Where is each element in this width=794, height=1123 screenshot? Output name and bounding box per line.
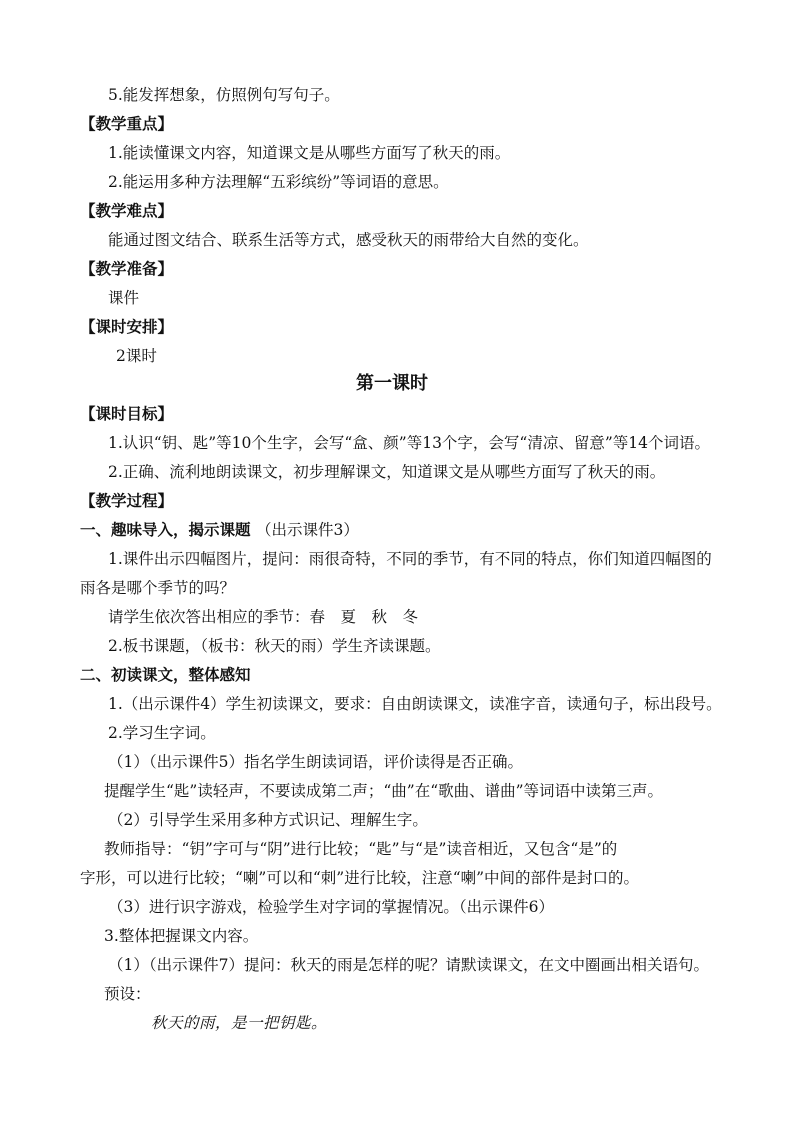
text-line: 2.能运用多种方法理解“五彩缤纷”等词语的意思。 bbox=[108, 173, 449, 191]
text-line: 5.能发挥想象，仿照例句写句子。 bbox=[108, 86, 340, 104]
section-heading: 【教学难点】 bbox=[80, 201, 174, 220]
text-line: 课件 bbox=[108, 289, 140, 307]
text-line: 预设： bbox=[104, 985, 151, 1003]
text-line: 提醒学生“匙”读轻声，不要读成第二声；“曲”在“歌曲、谱曲”等词语中读第三声。 bbox=[104, 782, 664, 800]
text-line: （2）引导学生采用多种方式识记、理解生字。 bbox=[108, 811, 428, 829]
text-line: 1.课件出示四幅图片，提问：雨很奇特，不同的季节，有不同的特点，你们知道四幅图的 bbox=[108, 550, 712, 568]
section-heading: 【课时安排】 bbox=[80, 317, 174, 336]
text-line: 请学生依次答出相应的季节：春 夏 秋 冬 bbox=[108, 608, 419, 626]
section-heading: 【教学过程】 bbox=[80, 491, 174, 510]
text-line: 2.学习生字词。 bbox=[108, 724, 216, 742]
section-heading: 二、初读课文，整体感知 bbox=[80, 665, 251, 684]
answer-example: 秋天的雨，是一把钥匙。 bbox=[151, 1014, 328, 1032]
text-line: （1）（出示课件5）指名学生朗读词语，评价读得是否正确。 bbox=[108, 753, 523, 771]
text-line: 1.能读懂课文内容，知道课文是从哪些方面写了秋天的雨。 bbox=[108, 144, 511, 162]
text-line: 1.（出示课件4）学生初读课文，要求：自由朗读课文，读准字音，读通句子，标出段号。 bbox=[108, 695, 722, 713]
section-heading: 【课时目标】 bbox=[80, 404, 174, 423]
lesson-title: 第一课时 bbox=[356, 373, 428, 394]
section-heading: 【教学准备】 bbox=[80, 259, 174, 278]
text-line: 字形，可以进行比较；“喇”可以和“刺”进行比较，注意“喇”中间的部件是封口的。 bbox=[80, 869, 640, 887]
text-line: 能通过图文结合、联系生活等方式，感受秋天的雨带给大自然的变化。 bbox=[108, 231, 589, 249]
section-heading: 一、趣味导入，揭示课题 bbox=[80, 520, 251, 539]
text-line: （3）进行识字游戏，检验学生对字词的掌握情况。（出示课件6） bbox=[108, 898, 554, 916]
section-heading: 【教学重点】 bbox=[80, 114, 174, 133]
text-line: 2.板书课题，（板书：秋天的雨）学生齐读课题。 bbox=[108, 637, 441, 655]
text-line: 雨各是哪个季节的吗？ bbox=[80, 579, 236, 597]
text-line: 3.整体把握课文内容。 bbox=[104, 927, 259, 945]
text-line: （出示课件3） bbox=[256, 521, 359, 539]
text-line: 2.正确、流利地朗读课文，初步理解课文，知道课文是从哪些方面写了秋天的雨。 bbox=[108, 463, 666, 481]
text-line: 教师指导：“钥”字可与“阴”进行比较；“匙”与“是”读音相近，又包含“是”的 bbox=[104, 840, 618, 858]
text-line: 1.认识“钥、匙”等10个生字，会写“盒、颜”等13个字，会写“清凉、留意”等14个词语。 bbox=[108, 434, 711, 452]
text-line: 2课时 bbox=[116, 347, 157, 365]
text-line: （1）（出示课件7）提问：秋天的雨是怎样的呢？请默读课文，在文中圈画出相关语句。 bbox=[108, 956, 709, 974]
